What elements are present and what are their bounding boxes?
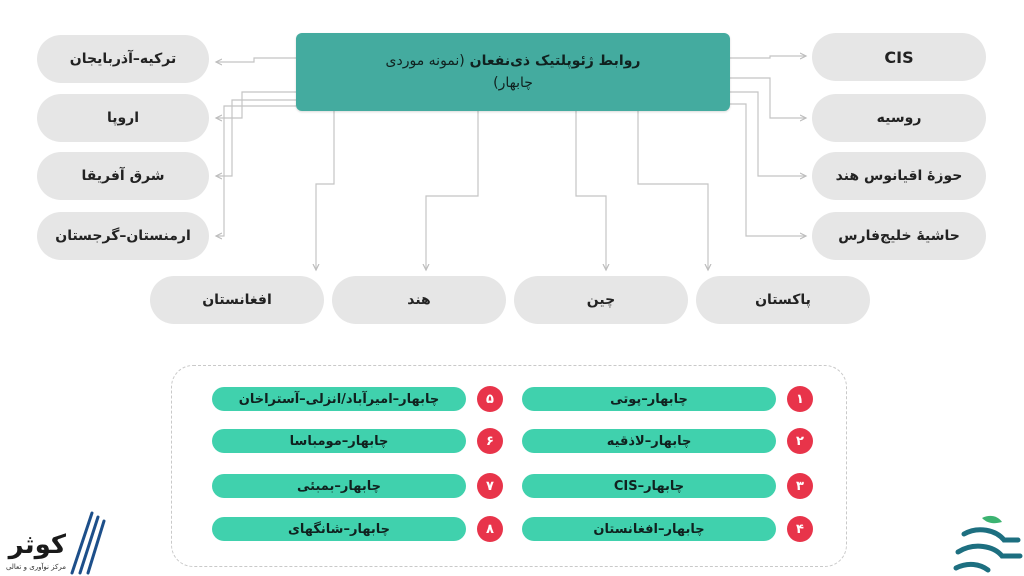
- central-title-second: چابهار): [493, 75, 533, 91]
- node-cis: CIS: [812, 33, 986, 81]
- connector-right-1: [730, 56, 806, 58]
- route-label-5: چابهار–امیرآباد/انزلی–آستراخان: [212, 387, 466, 411]
- node-pakistan: پاکستان: [696, 276, 870, 324]
- connector-bottom-1: [316, 111, 334, 270]
- connector-left-1: [216, 58, 296, 62]
- node-china: چین: [514, 276, 688, 324]
- central-title-bold: روابط ژئوپلتیک ذی‌نفعان: [469, 53, 641, 69]
- route-label-2: چابهار–لاذقیه: [522, 429, 776, 453]
- connector-right-4: [730, 104, 806, 236]
- node-east-africa: شرق آفریقا: [37, 152, 209, 200]
- connector-bottom-3: [576, 111, 606, 270]
- route-number-1: ۱: [787, 386, 813, 412]
- connector-left-2: [216, 92, 296, 118]
- node-indian-ocean: حوزهٔ اقیانوس هند: [812, 152, 986, 200]
- connector-bottom-2: [426, 111, 478, 270]
- route-label-4: چابهار–افغانستان: [522, 517, 776, 541]
- connector-right-2: [730, 78, 806, 118]
- route-number-6: ۶: [477, 428, 503, 454]
- route-label-8: چابهار–شانگهای: [212, 517, 466, 541]
- central-topic-box: [296, 33, 730, 111]
- route-number-5: ۵: [477, 386, 503, 412]
- connector-right-3: [730, 92, 806, 176]
- leaf-wave-logo-icon: [944, 512, 1024, 576]
- connector-bottom-4: [638, 111, 708, 270]
- central-title-paren: (نمونه موردی: [385, 53, 465, 69]
- route-number-4: ۴: [787, 516, 813, 542]
- node-india: هند: [332, 276, 506, 324]
- node-persian-gulf: حاشیهٔ خلیج‌فارس: [812, 212, 986, 260]
- route-label-1: چابهار–پوتی: [522, 387, 776, 411]
- route-number-2: ۲: [787, 428, 813, 454]
- node-afghanistan: افغانستان: [150, 276, 324, 324]
- node-turkey-azerbaijan: ترکیه–آذربایجان: [37, 35, 209, 83]
- kowsar-logo: [0, 505, 110, 576]
- central-title-line: [386, 53, 641, 69]
- kowsar-logo-text: کوثر: [8, 530, 66, 560]
- connector-left-3: [216, 100, 296, 176]
- node-europe: اروپا: [37, 94, 209, 142]
- route-number-7: ۷: [477, 473, 503, 499]
- route-number-3: ۳: [787, 473, 813, 499]
- route-label-6: چابهار–مومباسا: [212, 429, 466, 453]
- route-label-7: چابهار–بمبئی: [212, 474, 466, 498]
- kowsar-logo-subtext: مرکز نوآوری و تعالی: [5, 563, 66, 571]
- route-number-8: ۸: [477, 516, 503, 542]
- connector-left-4: [216, 106, 296, 236]
- node-russia: روسیه: [812, 94, 986, 142]
- route-label-3: چابهار–CIS: [522, 474, 776, 498]
- node-armenia-georgia: ارمنستان–گرجستان: [37, 212, 209, 260]
